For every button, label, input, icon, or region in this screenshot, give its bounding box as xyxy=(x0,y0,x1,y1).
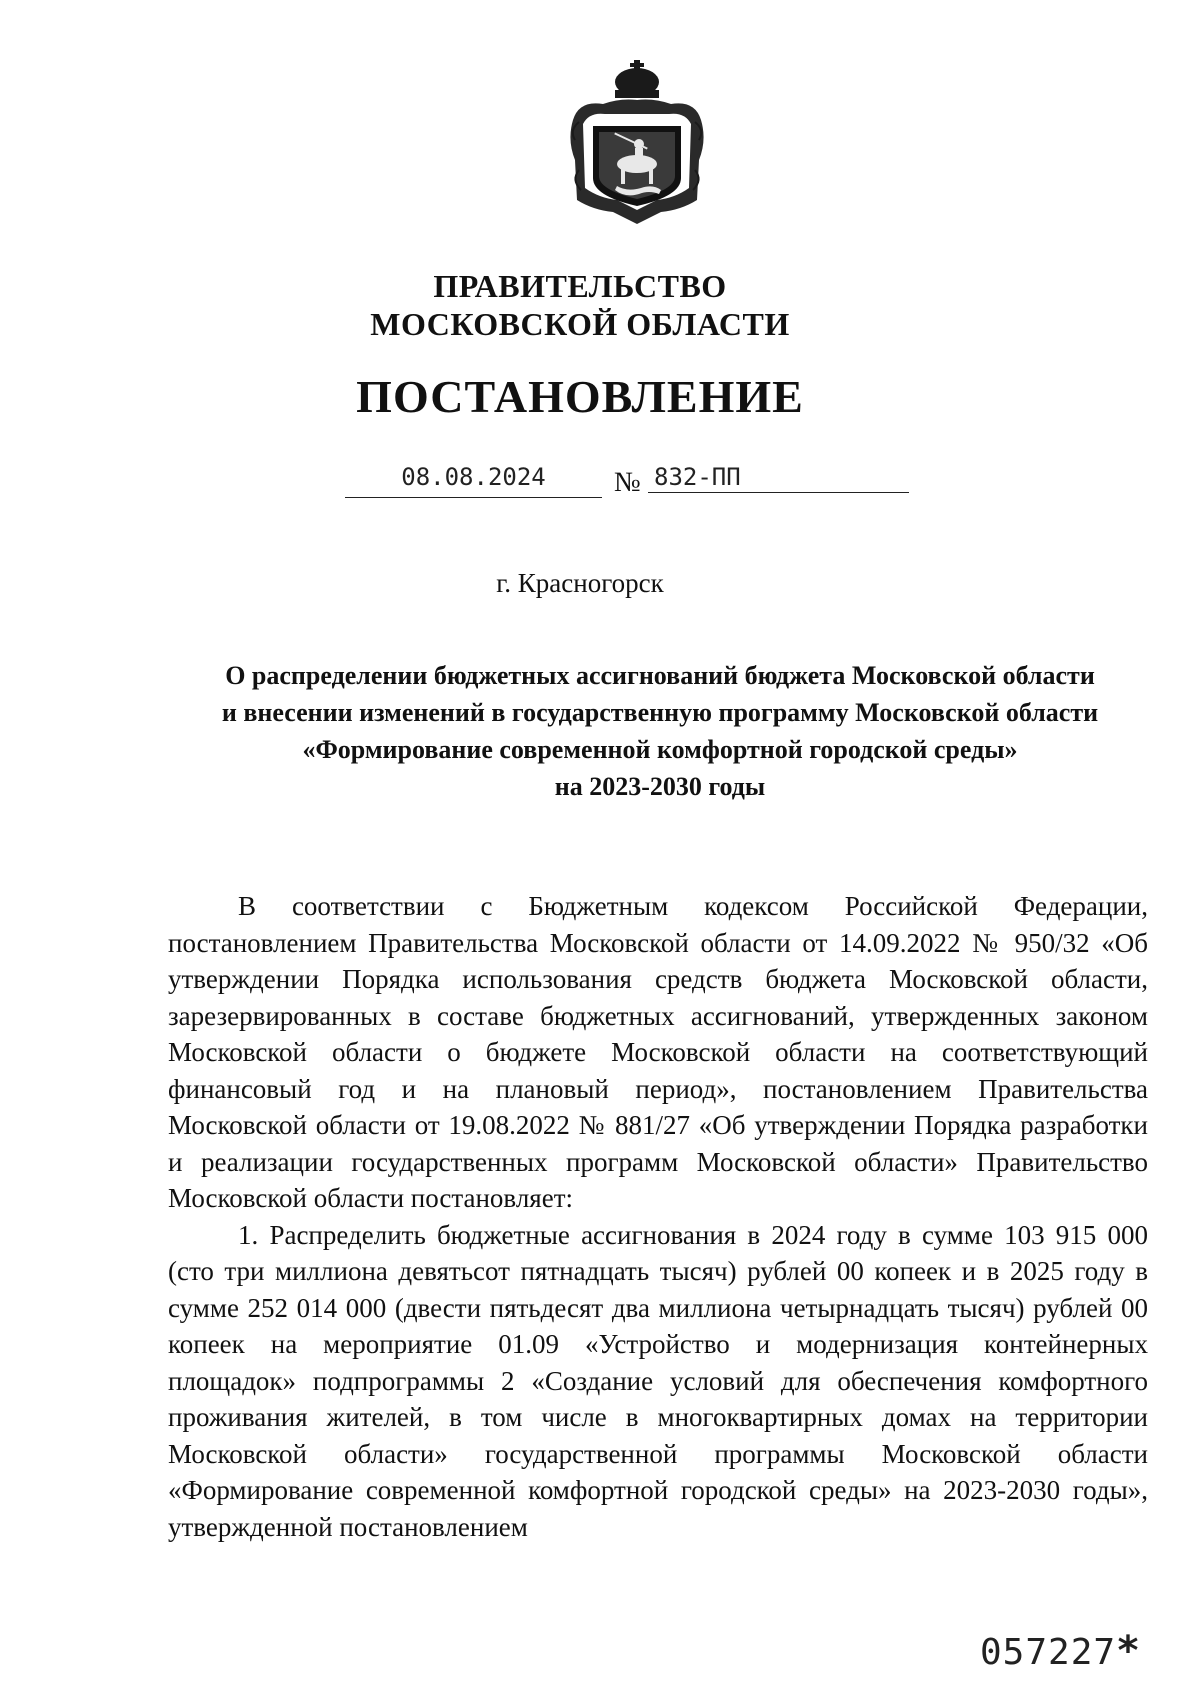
heading-line: «Формирование современной комфортной городской среды» xyxy=(302,735,1018,764)
heading-line: О распределении бюджетных ассигнований бюджета Московской области xyxy=(225,661,1095,690)
item-1-paragraph: 1. Распределить бюджетные ассигнования в 2024 году в сумме 103 915 000 (сто три миллиона девятьсот пятнадцать тысяч) рублей 00 копеек и в 2025 году в сумме 252 014 000 (двести пятьдесят два миллиона четырнадцать тысяч) рублей 00 копеек на мероприятие 01.09 «Устройство и модернизация контейнерных площадок» подпрограммы 2 «Создание условий для обеспечения комфортного проживания жителей, в том числе в многоквартирных домах на территории Московской области» государственной программы Московской области «Формирование современной комфортной городской среды» на 2023-2030 годы», утвержденной постановлением xyxy=(168,1219,1148,1542)
government-name-line-2: МОСКОВСКОЙ ОБЛАСТИ xyxy=(370,306,790,342)
document-date: 08.08.2024 xyxy=(345,463,602,498)
stamp-code: 057227 xyxy=(980,1632,1117,1673)
document-body xyxy=(168,888,1148,1545)
registration-row xyxy=(0,463,1200,503)
heading-line: на 2023-2030 годы xyxy=(554,772,766,801)
asterisk-mark: * xyxy=(1116,1628,1142,1674)
city-name: г. Красногорск xyxy=(496,568,664,598)
document-number: 832-ПП xyxy=(648,463,909,493)
preamble-paragraph: В соответствии с Бюджетным кодексом Российской Федерации, постановлением Правительства Московской области от 14.09.2022 № 950/32 «Об утверждении Порядка использования средств бюджета Московской области, зарезервированных в составе бюджетных ассигнований, утвержденных законом Московской области о бюджете Московской области на соответствующий финансовый год и на плановый период», постановлением Правительства Московской области от 19.08.2022 № 881/27 «Об утверждении Порядка разработки и реализации государственных программ Московской области» Правительство Московской области постановляет: xyxy=(168,891,1148,1213)
moscow-oblast-coat-of-arms-icon xyxy=(565,60,710,225)
government-name-line-1: ПРАВИТЕЛЬСТВО xyxy=(433,268,727,304)
document-heading xyxy=(160,657,1160,805)
registration-stamp xyxy=(980,1628,1141,1674)
heading-line: и внесении изменений в государственную программу Московской области xyxy=(221,698,1099,727)
number-sign: № xyxy=(614,467,641,498)
document-type-title: ПОСТАНОВЛЕНИЕ xyxy=(356,371,804,422)
